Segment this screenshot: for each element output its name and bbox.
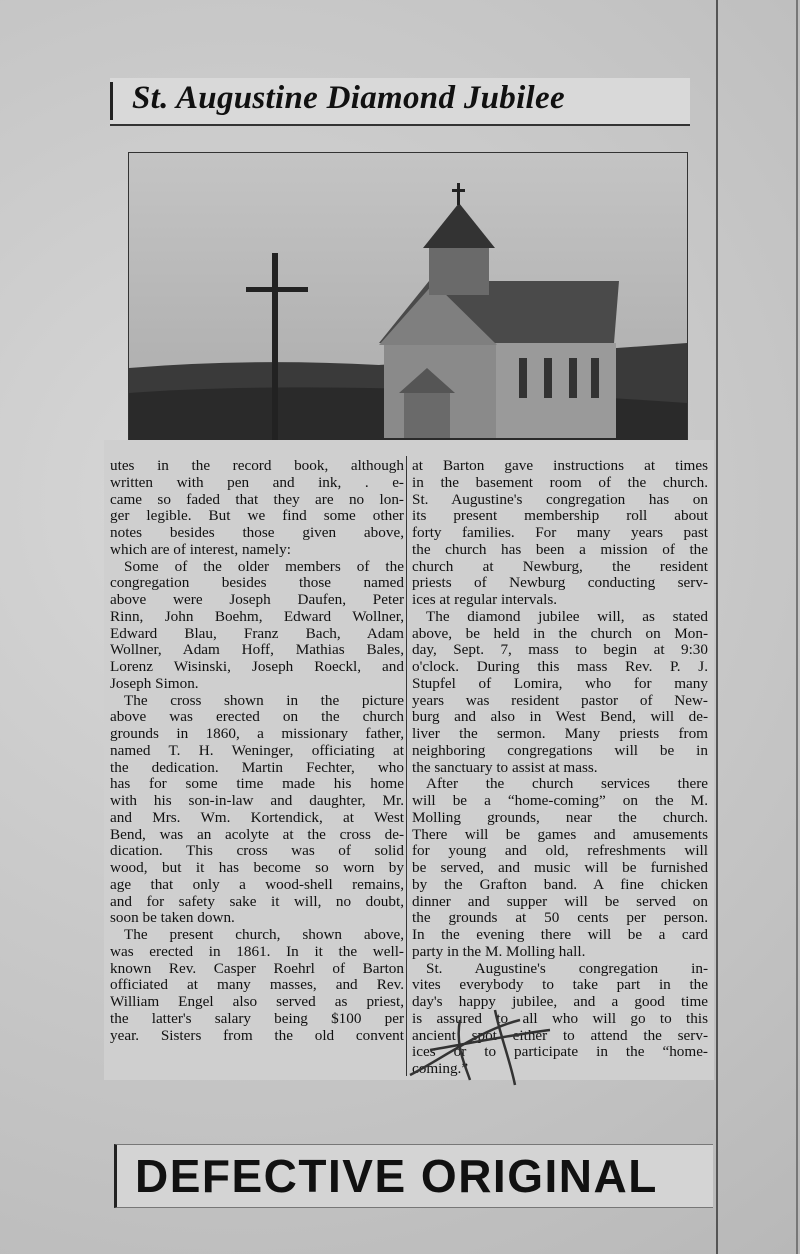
article-column-right (412, 458, 708, 1078)
text-line: Rinn, John Boehm, Edward Wollner, (110, 608, 404, 625)
text-line: was erected in 1861. In it the well- (110, 943, 404, 960)
text-line: with his son-in-law and daughter, Mr. (110, 793, 404, 809)
text-line: notes besides those given above, (110, 525, 404, 541)
headline-rule (110, 82, 113, 120)
text-line: the sanctuary to assist at mass. (412, 759, 598, 776)
text-line: has for some time made his home (110, 776, 404, 793)
text-line: In the evening there will be a card (412, 927, 708, 943)
text-line: for young and old, refreshments will (412, 843, 708, 860)
text-line: church at Newburg, the resident (412, 558, 708, 575)
text-line: known Rev. Casper Roehrl of Barton (110, 960, 404, 977)
text-line: The diamond jubilee will, as stated (426, 608, 708, 625)
text-line: Stupfel of Lomira, who for many (412, 675, 708, 692)
text-line: soon be taken down. (110, 910, 235, 927)
text-line: be served, and music will be furnished (412, 860, 708, 876)
text-line: St. Augustine's congregation has on (412, 491, 708, 508)
text-line: neighboring congregations will be in (412, 742, 708, 759)
text-line: the dedication. Martin Fechter, who (110, 759, 404, 776)
text-line: St. Augustine's congregation in- (426, 960, 708, 977)
text-line: the church has been a mission of the (412, 541, 708, 558)
text-line: party in the M. Molling hall. (412, 943, 586, 960)
text-line: coming.” (412, 1061, 469, 1077)
text-line: ger legible. But we find some other (110, 508, 404, 525)
text-line: forty families. For many years past (412, 525, 708, 541)
page-edge-line-right (796, 0, 798, 1254)
text-line: above were Joseph Daufen, Peter (110, 592, 404, 608)
text-line: Lorenz Wisinski, Joseph Roeckl, and (110, 659, 404, 675)
stamp-text: DEFECTIVE ORIGINAL (135, 1150, 658, 1202)
text-line: and Mrs. Wm. Kortendick, at West (110, 809, 404, 826)
text-line: Joseph Simon. (110, 675, 199, 692)
text-line: burg and also in West Bend, will de- (412, 709, 708, 726)
text-line: utes in the record book, although (110, 458, 404, 474)
text-line: in the basement room of the church. (412, 474, 708, 491)
text-line: the grounds at 50 cents per person. (412, 910, 708, 927)
text-line: day, Sept. 7, mass to begin at 9:30 (412, 642, 708, 659)
text-line: year. Sisters from the old convent (110, 1027, 404, 1044)
text-line: The present church, shown above, (124, 927, 404, 943)
text-line: and for safety sake it will, no doubt, (110, 893, 404, 910)
text-line: William Engel also served as priest, (110, 994, 404, 1010)
text-line: congregation besides those named (110, 575, 404, 592)
church-photo (128, 152, 688, 462)
headline-box (110, 78, 690, 126)
text-line: liver the sermon. Many priests from (412, 726, 708, 742)
text-line: age that only a wood-shell remains, (110, 876, 404, 893)
text-line: Wollner, Adam Hoff, Mathias Bales, (110, 642, 404, 659)
page-edge-line (716, 0, 718, 1254)
text-line: ices or to participate in the “home- (412, 1044, 708, 1061)
text-line: vites everybody to take part in the (412, 977, 708, 994)
text-line: written with pen and ink, . e- (110, 474, 404, 491)
text-line: above, be held in the church on Mon- (412, 625, 708, 642)
text-line: After the church services there (426, 776, 708, 793)
text-line: at Barton gave instructions at times (412, 458, 708, 474)
headline: St. Augustine Diamond Jubilee (132, 80, 565, 116)
text-line: which are of interest, namely: (110, 541, 291, 558)
text-line: named T. H. Weninger, officiating at (110, 742, 404, 759)
defective-original-stamp (114, 1144, 713, 1208)
text-line: o'clock. During this mass Rev. P. J. (412, 659, 708, 675)
text-line: Bend, was an acolyte at the cross de- (110, 826, 404, 843)
text-line: is assured to all who will go to this (412, 1010, 708, 1027)
text-line: There will be games and amusements (412, 826, 708, 843)
article-column-left (110, 458, 404, 1044)
text-line: came so faded that they are no lon- (110, 491, 404, 508)
text-line: day's happy jubilee, and a good time (412, 994, 708, 1010)
text-line: priests of Newburg conducting serv- (412, 575, 708, 592)
text-line: officiated at many masses, and Rev. (110, 977, 404, 994)
text-line: Molling grounds, near the church. (412, 809, 708, 826)
text-line: above was erected on the church (110, 709, 404, 726)
text-line: The cross shown in the picture (124, 692, 404, 709)
text-line: ancient spot either to attend the serv- (412, 1027, 708, 1044)
text-line: dication. This cross was of solid (110, 843, 404, 860)
text-line: wood, but it has become so worn by (110, 860, 404, 876)
text-line: its present membership roll about (412, 508, 708, 525)
text-line: ices at regular intervals. (412, 592, 558, 608)
text-line: by the Grafton band. A fine chicken (412, 876, 708, 893)
text-line: Some of the older members of the (124, 558, 404, 575)
text-line: grounds in 1860, a missionary father, (110, 726, 404, 742)
text-line: Edward Blau, Franz Bach, Adam (110, 625, 404, 642)
text-line: dinner and supper will be served on (412, 893, 708, 910)
column-divider (406, 456, 407, 1076)
text-line: years was resident pastor of New- (412, 692, 708, 709)
text-line: will be a “home-coming” on the M. (412, 793, 708, 809)
text-line: the latter's salary being $100 per (110, 1010, 404, 1027)
